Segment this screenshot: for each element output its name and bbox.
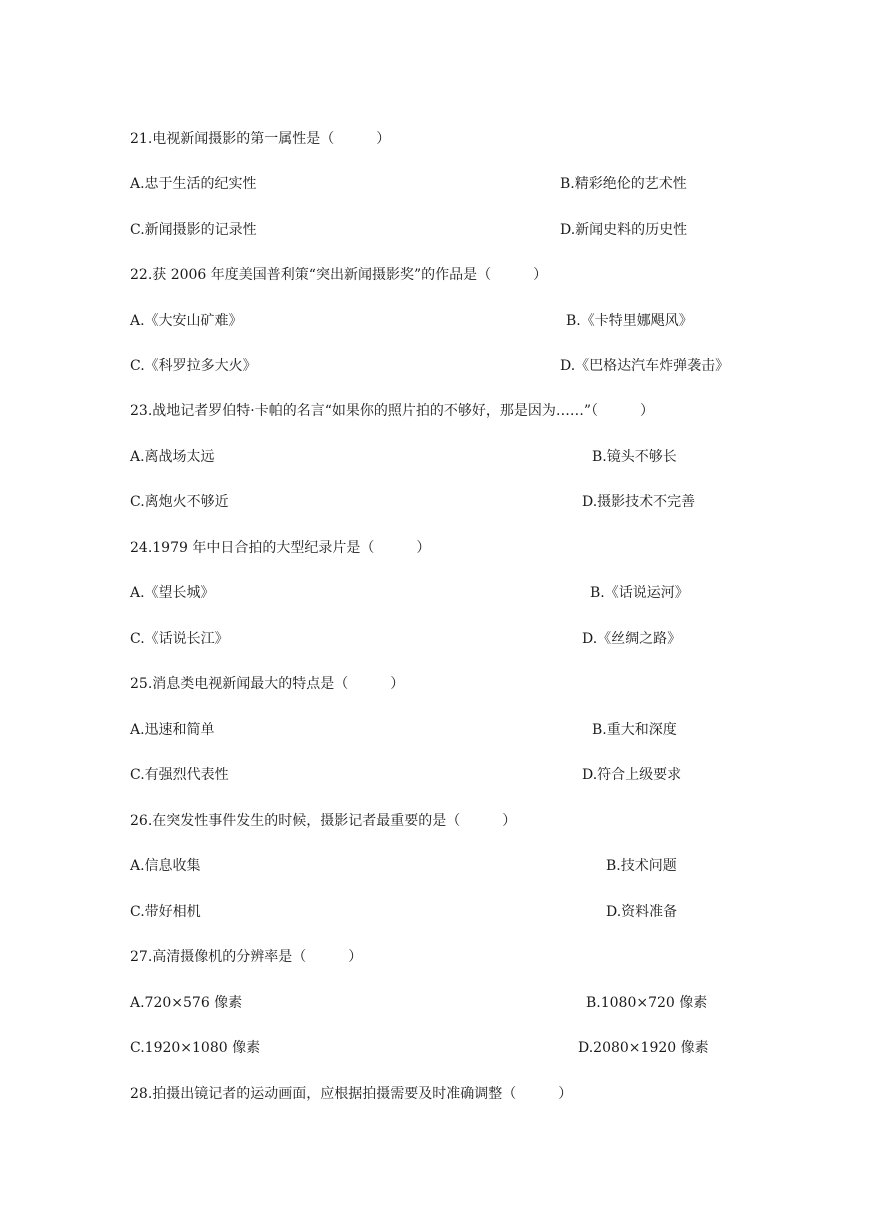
question-27-stem: 27.高清摄像机的分辨率是（ ）: [130, 949, 363, 965]
option-d: D.符合上级要求: [582, 767, 682, 783]
option-row: [130, 490, 789, 514]
option-row: [130, 218, 789, 242]
question-22-stem: 22.获 2006 年度美国普利策“突出新闻摄影奖”的作品是（ ）: [130, 267, 548, 283]
option-row: [130, 1036, 789, 1060]
option-c: C.1920×1080 像素: [130, 1040, 261, 1056]
option-a: A.离战场太远: [130, 449, 215, 465]
option-b: B.技术问题: [606, 858, 677, 874]
question-stem: [130, 536, 789, 560]
option-b: B.《话说运河》: [590, 585, 689, 601]
question-28-stem: 28.拍摄出镜记者的运动画面，应根据拍摄需要及时准确调整（ ）: [130, 1086, 573, 1102]
option-c: C.《科罗拉多大火》: [130, 358, 257, 374]
option-a: A.信息收集: [130, 858, 201, 874]
option-a: A.720×576 像素: [130, 995, 243, 1011]
option-row: [130, 445, 789, 469]
question-stem: [130, 1082, 789, 1106]
question-stem: [130, 809, 789, 833]
option-row: [130, 991, 789, 1015]
question-24-stem: 24.1979 年中日合拍的大型纪录片是（ ）: [130, 540, 431, 556]
option-row: [130, 854, 789, 878]
option-row: [130, 581, 789, 605]
option-b: B.镜头不够长: [592, 449, 677, 465]
option-c: C.《话说长江》: [130, 631, 229, 647]
question-stem: [130, 127, 789, 151]
option-b: B.《卡特里娜飓风》: [566, 313, 693, 329]
option-a: A.《望长城》: [130, 585, 215, 601]
question-stem: [130, 945, 789, 969]
option-row: [130, 309, 789, 333]
option-a: A.迅速和简单: [130, 722, 215, 738]
option-row: [130, 763, 789, 787]
question-26-stem: 26.在突发性事件发生的时候，摄影记者最重要的是（ ）: [130, 813, 517, 829]
option-b: B.精彩绝伦的艺术性: [560, 176, 687, 192]
question-stem: [130, 399, 789, 423]
option-d: D.新闻史料的历史性: [560, 222, 688, 238]
option-b: B.1080×720 像素: [586, 995, 708, 1011]
option-d: D.《丝绸之路》: [582, 631, 682, 647]
option-d: D.《巴格达汽车炸弹袭击》: [560, 358, 730, 374]
option-c: C.有强烈代表性: [130, 767, 229, 783]
option-row: [130, 900, 789, 924]
option-row: [130, 718, 789, 742]
question-23-stem: 23.战地记者罗伯特·卡帕的名言“如果你的照片拍的不够好，那是因为……”（ ）: [130, 403, 655, 419]
option-d: D.资料准备: [606, 904, 678, 920]
option-d: D.2080×1920 像素: [578, 1040, 709, 1056]
option-d: D.摄影技术不完善: [582, 494, 696, 510]
option-row: [130, 172, 789, 196]
option-a: A.忠于生活的纪实性: [130, 176, 257, 192]
option-c: C.带好相机: [130, 904, 201, 920]
question-stem: [130, 263, 789, 287]
option-b: B.重大和深度: [592, 722, 677, 738]
option-c: C.离炮火不够近: [130, 494, 229, 510]
option-a: A.《大安山矿难》: [130, 313, 243, 329]
option-c: C.新闻摄影的记录性: [130, 222, 257, 238]
question-stem: [130, 672, 789, 696]
option-row: [130, 627, 789, 651]
question-25-stem: 25.消息类电视新闻最大的特点是（ ）: [130, 676, 405, 692]
option-row: [130, 354, 789, 378]
question-21-stem: 21.电视新闻摄影的第一属性是（ ）: [130, 131, 391, 147]
